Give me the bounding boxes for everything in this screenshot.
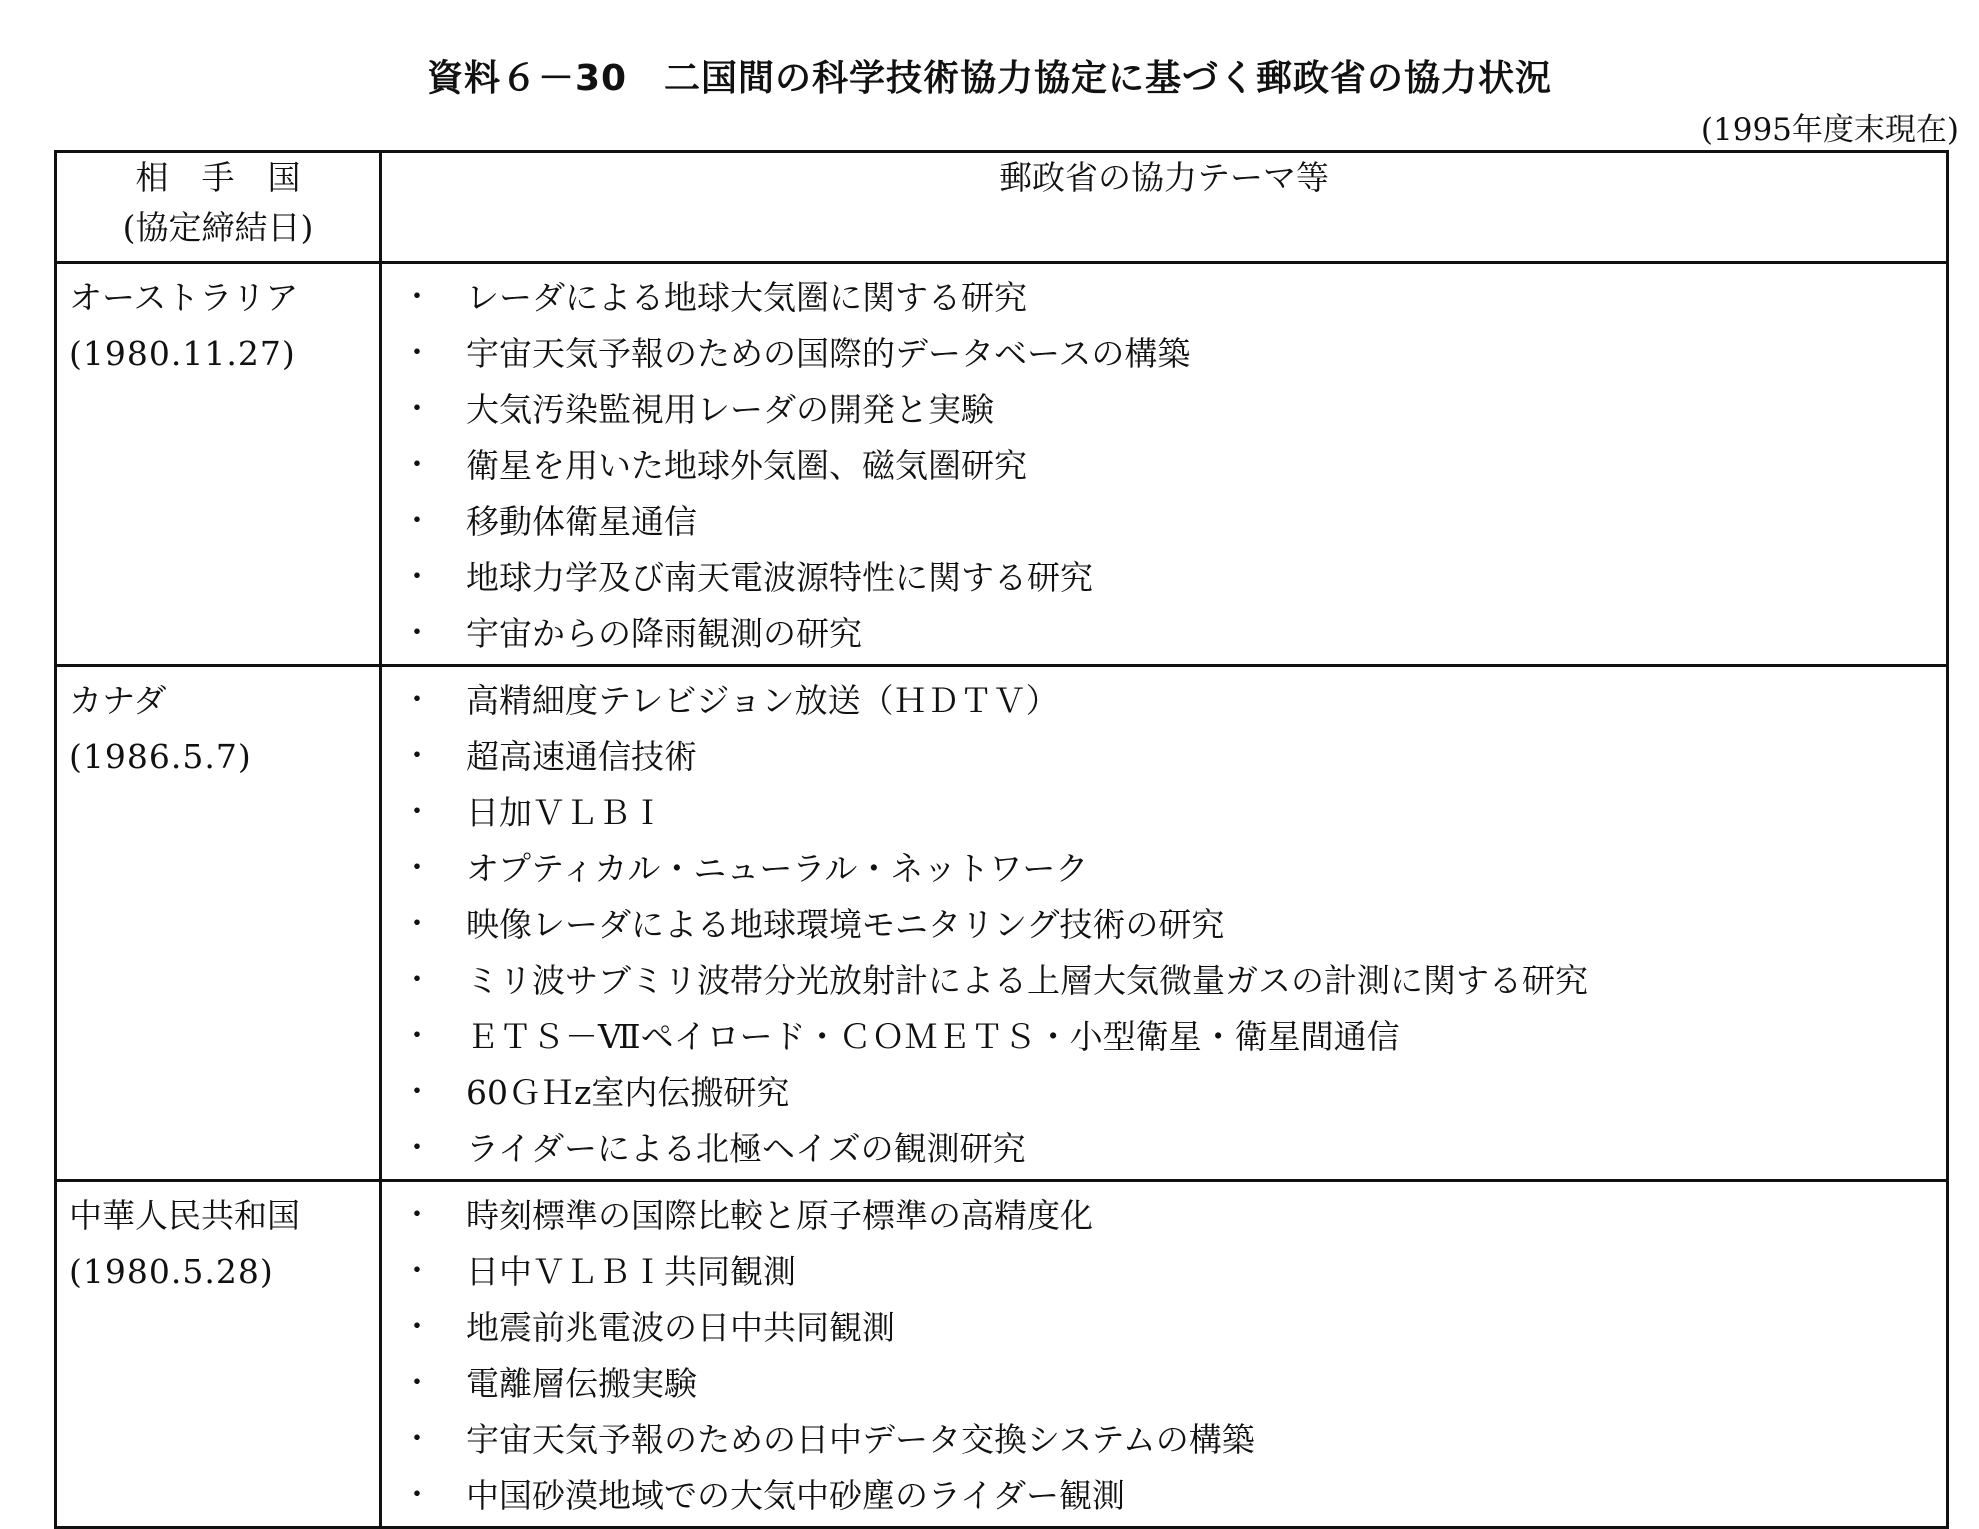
bullet-marker: ・ [402, 1254, 432, 1289]
as-of-note: (1995年度末現在) [1700, 112, 1959, 148]
bullet-marker: ・ [402, 504, 432, 539]
theme-list [382, 667, 1946, 1179]
header-country [56, 152, 381, 263]
list-item [382, 382, 1946, 438]
theme-text: 地震前兆電波の日中共同観測 [466, 1308, 895, 1347]
list-item [382, 1121, 1946, 1177]
bullet-marker: ・ [402, 795, 432, 830]
theme-text: ミリ波サブミリ波帯分光放射計による上層大気微量ガスの計測に関する研究 [466, 961, 1588, 1000]
table-row [56, 1181, 1948, 1528]
list-item [382, 438, 1946, 494]
list-item [382, 953, 1946, 1009]
list-item [382, 494, 1946, 550]
list-item [382, 1412, 1946, 1468]
theme-text: 宇宙天気予報のための日中データ交換システムの構築 [466, 1420, 1255, 1459]
list-item [382, 606, 1946, 662]
themes-cell [381, 1181, 1948, 1528]
table-header-row [56, 152, 1948, 263]
bullet-marker: ・ [402, 1366, 432, 1401]
list-item [382, 897, 1946, 953]
theme-text: 移動体衛星通信 [466, 502, 697, 541]
theme-text: 宇宙からの降雨観測の研究 [466, 614, 862, 653]
theme-text: 高精細度テレビジョン放送（ＨＤＴＶ） [466, 681, 1059, 720]
theme-text: ライダーによる北極ヘイズの観測研究 [466, 1129, 1026, 1168]
list-item [382, 550, 1946, 606]
bullet-marker: ・ [402, 851, 432, 886]
list-item [382, 1300, 1946, 1356]
cooperation-table [54, 150, 1949, 1529]
table-row [56, 263, 1948, 666]
document-title: 資料６－30 二国間の科学技術協力協定に基づく郵政省の協力状況 [426, 58, 1553, 99]
list-item [382, 1065, 1946, 1121]
bullet-marker: ・ [402, 448, 432, 483]
bullet-marker: ・ [402, 683, 432, 718]
list-item [382, 326, 1946, 382]
country-name: カナダ [69, 681, 167, 720]
theme-text: 電離層伝搬実験 [466, 1364, 697, 1403]
country-cell [56, 666, 381, 1181]
theme-text: 宇宙天気予報のための国際的データベースの構築 [466, 334, 1191, 373]
list-item [382, 673, 1946, 729]
theme-text: 日加ＶＬＢＩ [466, 793, 664, 832]
theme-list [382, 1182, 1946, 1526]
country-name: 中華人民共和国 [69, 1196, 300, 1235]
bullet-marker: ・ [402, 1310, 432, 1345]
list-item [382, 270, 1946, 326]
bullet-marker: ・ [402, 907, 432, 942]
list-item [382, 729, 1946, 785]
bullet-marker: ・ [402, 560, 432, 595]
theme-text: ＥＴＳ－Ⅶペイロード・ＣＯＭＥＴＳ・小型衛星・衛星間通信 [466, 1017, 1400, 1056]
bullet-marker: ・ [402, 392, 432, 427]
country-cell [56, 263, 381, 666]
bullet-marker: ・ [402, 1422, 432, 1457]
list-item [382, 1468, 1946, 1524]
bullet-marker: ・ [402, 1131, 432, 1166]
list-item [382, 1356, 1946, 1412]
theme-text: 地球力学及び南天電波源特性に関する研究 [466, 558, 1093, 597]
theme-text: 超高速通信技術 [466, 737, 697, 776]
list-item [382, 1009, 1946, 1065]
header-themes: 郵政省の協力テーマ等 [381, 152, 1948, 263]
bullet-marker: ・ [402, 616, 432, 651]
bullet-marker: ・ [402, 1019, 432, 1054]
bullet-marker: ・ [402, 1075, 432, 1110]
theme-text: 衛星を用いた地球外気圏、磁気圏研究 [466, 446, 1027, 485]
theme-text: 日中ＶＬＢＩ共同観測 [466, 1252, 796, 1291]
header-date-label: (協定締結日) [122, 208, 314, 247]
bullet-marker: ・ [402, 1198, 432, 1233]
theme-text: 時刻標準の国際比較と原子標準の高精度化 [466, 1196, 1093, 1235]
list-item [382, 841, 1946, 897]
themes-cell [381, 666, 1948, 1181]
bullet-marker: ・ [402, 1478, 432, 1513]
bullet-marker: ・ [402, 336, 432, 371]
country-name: オーストラリア [69, 278, 299, 317]
agreement-date: (1986.5.7) [69, 737, 252, 776]
table-row [56, 666, 1948, 1181]
agreement-date: (1980.5.28) [69, 1252, 274, 1291]
theme-text: レーダによる地球大気圏に関する研究 [466, 278, 1027, 317]
bullet-marker: ・ [402, 280, 432, 315]
list-item [382, 1244, 1946, 1300]
theme-text: 中国砂漠地域での大気中砂塵のライダー観測 [466, 1476, 1126, 1515]
list-item [382, 1188, 1946, 1244]
theme-text: 映像レーダによる地球環境モニタリング技術の研究 [466, 905, 1225, 944]
list-item [382, 785, 1946, 841]
agreement-date: (1980.11.27) [69, 334, 296, 373]
bullet-marker: ・ [402, 739, 432, 774]
themes-cell [381, 263, 1948, 666]
table-body [56, 263, 1948, 1528]
theme-text: オプティカル・ニューラル・ネットワーク [466, 849, 1089, 888]
theme-text: 大気汚染監視用レーダの開発と実験 [466, 390, 994, 429]
header-country-label: 相 手 国 [135, 158, 301, 197]
bullet-marker: ・ [402, 963, 432, 998]
theme-text: 60ＧＨz室内伝搬研究 [466, 1073, 790, 1112]
theme-list [382, 264, 1946, 664]
country-cell [56, 1181, 381, 1528]
